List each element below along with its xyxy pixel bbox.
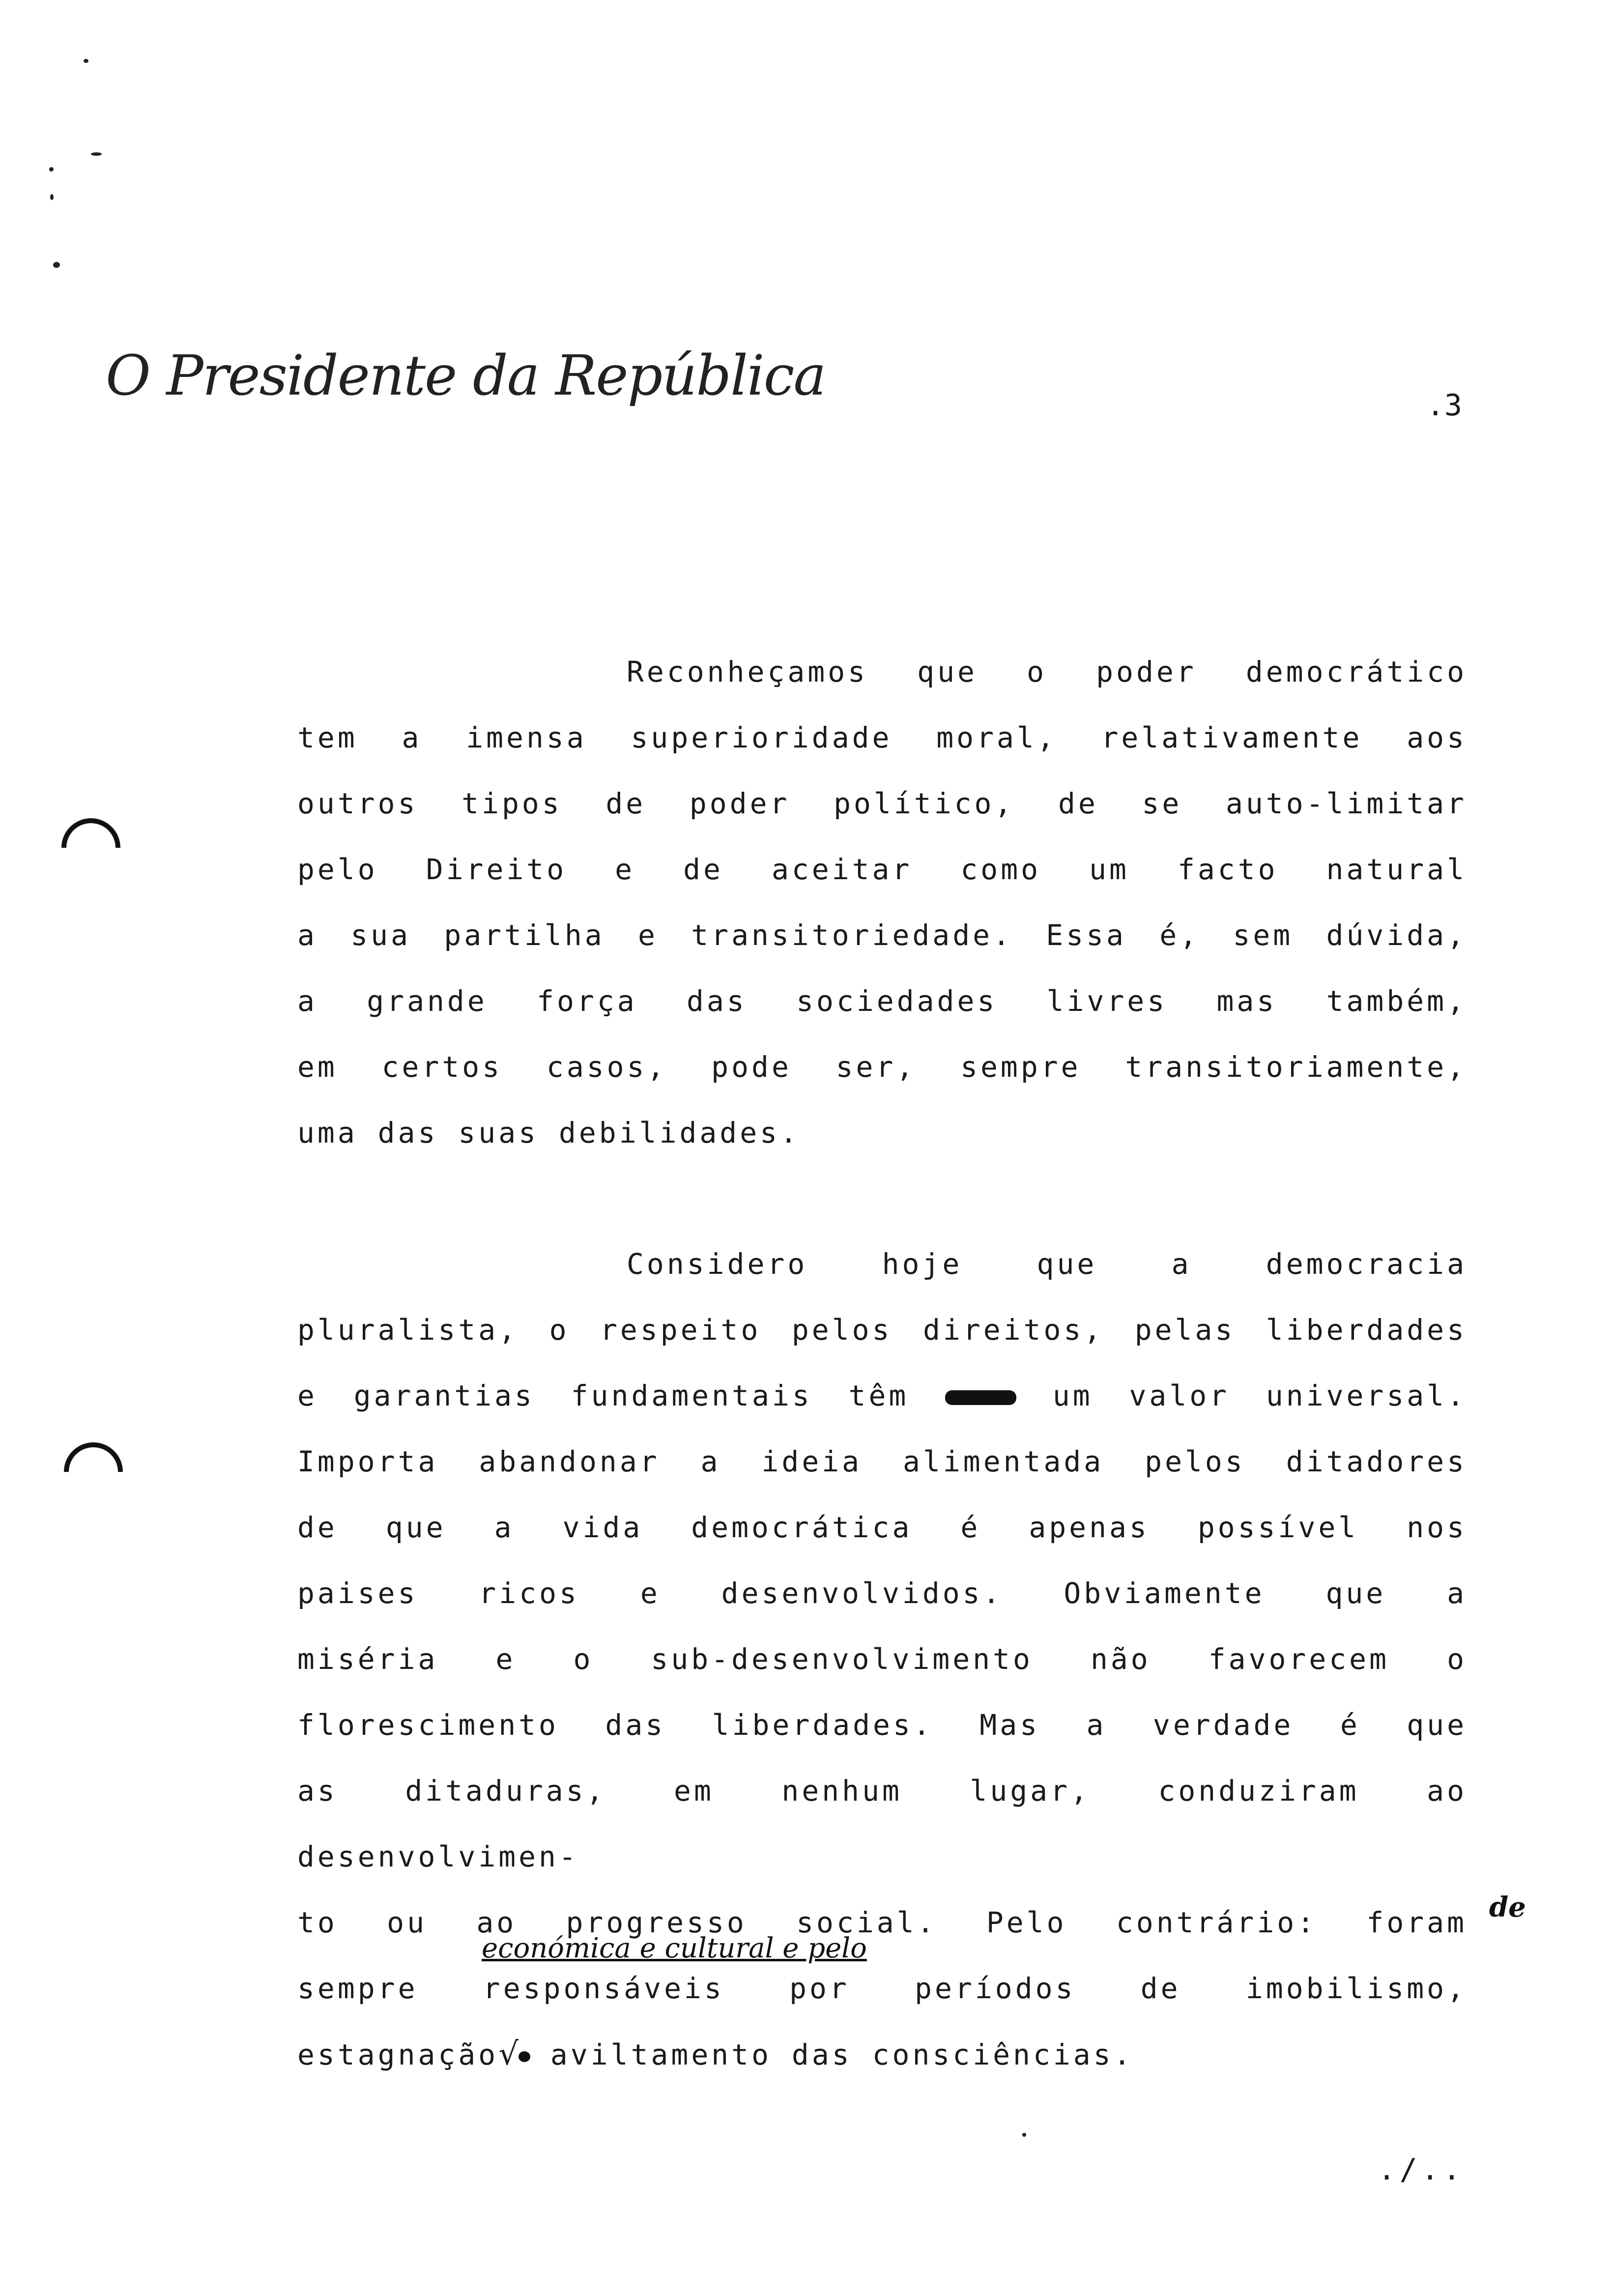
struck-out-word — [945, 1390, 1016, 1405]
text-line-with-strikeout — [297, 1363, 1467, 1429]
struck-out-word — [518, 2051, 530, 2062]
scan-speck — [84, 59, 88, 63]
scan-speck — [1022, 2133, 1026, 2137]
text-line: florescimento das liberdades. Mas a verdade é que — [297, 1708, 1467, 1742]
text-line: uma das suas debilidades. — [297, 1116, 800, 1149]
text-line: a grande força das sociedades livres mas também, — [297, 984, 1467, 1018]
text-line: pelo Direito e de aceitar como um facto natural — [297, 853, 1467, 886]
insertion-caret-icon: √ — [498, 2036, 518, 2072]
page-number: .3 — [1426, 388, 1462, 423]
text-fragment: e garantias fundamentais têm — [297, 1379, 909, 1412]
scan-speck — [53, 262, 60, 268]
text-line: to ou ao progresso social. Pelo contrário: foram — [297, 1906, 1467, 1939]
text-line: paises ricos e desenvolvidos. Obviamente que a — [297, 1577, 1467, 1610]
handwritten-insertion: económica e cultural e pelo — [482, 1932, 867, 1964]
letterhead: O Presidente da República — [106, 344, 826, 408]
text-line: em certos casos, pode ser, sempre transitoriamente, — [297, 1050, 1467, 1084]
text-line: sempre responsáveis por períodos de imobilismo, — [297, 1972, 1467, 2005]
handwritten-margin-note: de — [1489, 1891, 1526, 1923]
text-fragment: estagnação — [297, 2038, 499, 2071]
text-line: a sua partilha e transitoriedade. Essa é, sem dúvida, — [297, 918, 1467, 952]
text-line: outros tipos de poder político, de se auto-limitar — [297, 787, 1467, 820]
scan-speck — [49, 167, 54, 172]
text-fragment: um valor universal. — [1052, 1379, 1468, 1412]
text-line: Importa abandonar a ideia alimentada pelos ditadores — [297, 1445, 1467, 1478]
text-line: Considero hoje que a democracia — [627, 1247, 1467, 1281]
text-fragment: aviltamento das consciências. — [550, 2038, 1134, 2071]
continuation-mark: ./.. — [1378, 2152, 1465, 2187]
hole-punch-mark — [49, 806, 133, 890]
paragraph-1 — [297, 639, 1467, 1166]
text-line: pluralista, o respeito pelos direitos, pelas liberdades — [297, 1313, 1467, 1347]
scan-speck — [91, 152, 102, 156]
scan-speck — [50, 194, 54, 200]
hole-punch-mark — [52, 1430, 135, 1514]
text-line: as ditaduras, em nenhum lugar, conduziram ao desenvolvimen- — [297, 1774, 1467, 1873]
text-line: de que a vida democrática é apenas possível nos — [297, 1511, 1467, 1544]
text-line-with-insertion — [297, 2021, 1467, 2088]
paragraph-2 — [297, 1231, 1467, 2088]
text-line: miséria e o sub-desenvolvimento não favorecem o — [297, 1642, 1467, 1676]
text-line: tem a imensa superioridade moral, relativamente aos — [297, 721, 1467, 754]
text-line: Reconheçamos que o poder democrático — [627, 655, 1467, 689]
